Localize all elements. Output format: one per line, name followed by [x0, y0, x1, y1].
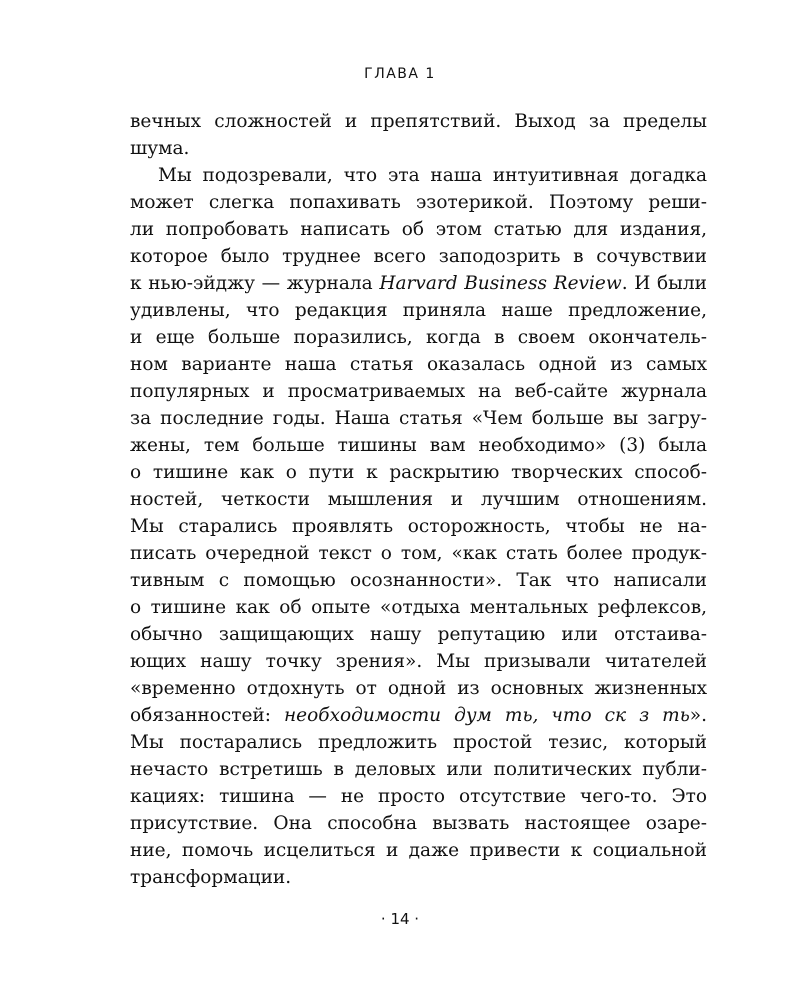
text-line: Мы постарались предложить простой тезис, который [130, 732, 707, 753]
text-line: «временно отдохнуть от одной из основных жизненных [130, 678, 707, 699]
text-line: вечных сложностей и препятствий. Выход за пределы [130, 111, 707, 132]
text-run: ». [689, 705, 707, 726]
text-line: Мы подозревали, что эта наша интуитивная догадка [158, 165, 707, 186]
text-line: Мы старались проявлять осторожность, чтобы не на- [130, 516, 707, 537]
text-line: жены, тем больше тишины вам необходимо» (3) была [130, 435, 707, 456]
italic-title: Harvard Business Review [379, 273, 622, 294]
text-run: . И были [621, 273, 707, 294]
text-run: к нью-эйджу — журнала [130, 273, 380, 294]
text-line: ли попробовать написать об этом статью для издания, [130, 219, 707, 240]
text-line: ностей, четкости мышления и лучшим отношениям. [130, 489, 707, 510]
text-line: о тишине как о пути к раскрытию творческих способ- [130, 462, 707, 483]
text-line: трансформации. [130, 867, 292, 888]
running-head: ГЛАВА 1 [364, 66, 436, 82]
text-line: кациях: тишина — не просто отсутствие чего-то. Это [130, 786, 707, 807]
text-line: писать очередной текст о том, «как стать более продук- [130, 543, 707, 564]
text-line: ном варианте наша статья оказалась одной из самых [130, 354, 707, 375]
text-line [130, 270, 707, 297]
text-line: обычно защищающих нашу репутацию или отстаива- [130, 624, 707, 645]
text-line: присутствие. Она способна вызвать настоящее озаре- [130, 813, 707, 834]
text-line: тивным с помощью осознанности». Так что написали [130, 570, 707, 591]
text-run: обязанностей: [130, 705, 284, 726]
text-line: ние, помочь исцелиться и даже привести к социальной [130, 840, 707, 861]
text-line [130, 702, 707, 729]
page-number: · 14 · [380, 910, 420, 928]
text-line: удивлены, что редакция приняла наше предложение, [130, 300, 707, 321]
text-line: за последние годы. Наша статья «Чем больше вы загру- [130, 408, 707, 429]
text-line: и еще больше поразились, когда в своем окончатель- [130, 327, 707, 348]
italic-phrase: необходимости дум ть, что ск з ть [284, 705, 690, 726]
text-line: ющих нашу точку зрения». Мы призывали читателей [130, 651, 707, 672]
body-text [130, 108, 707, 891]
text-line: шума. [130, 138, 190, 159]
text-line: которое было труднее всего заподозрить в сочувствии [130, 246, 707, 267]
text-line: может слегка попахивать эзотерикой. Поэтому реши- [130, 192, 707, 213]
text-line: популярных и просматриваемых на веб-сайте журнала [130, 381, 707, 402]
text-line: о тишине как об опыте «отдыха ментальных рефлексов, [130, 597, 707, 618]
text-line: нечасто встретишь в деловых или политических публи- [130, 759, 707, 780]
